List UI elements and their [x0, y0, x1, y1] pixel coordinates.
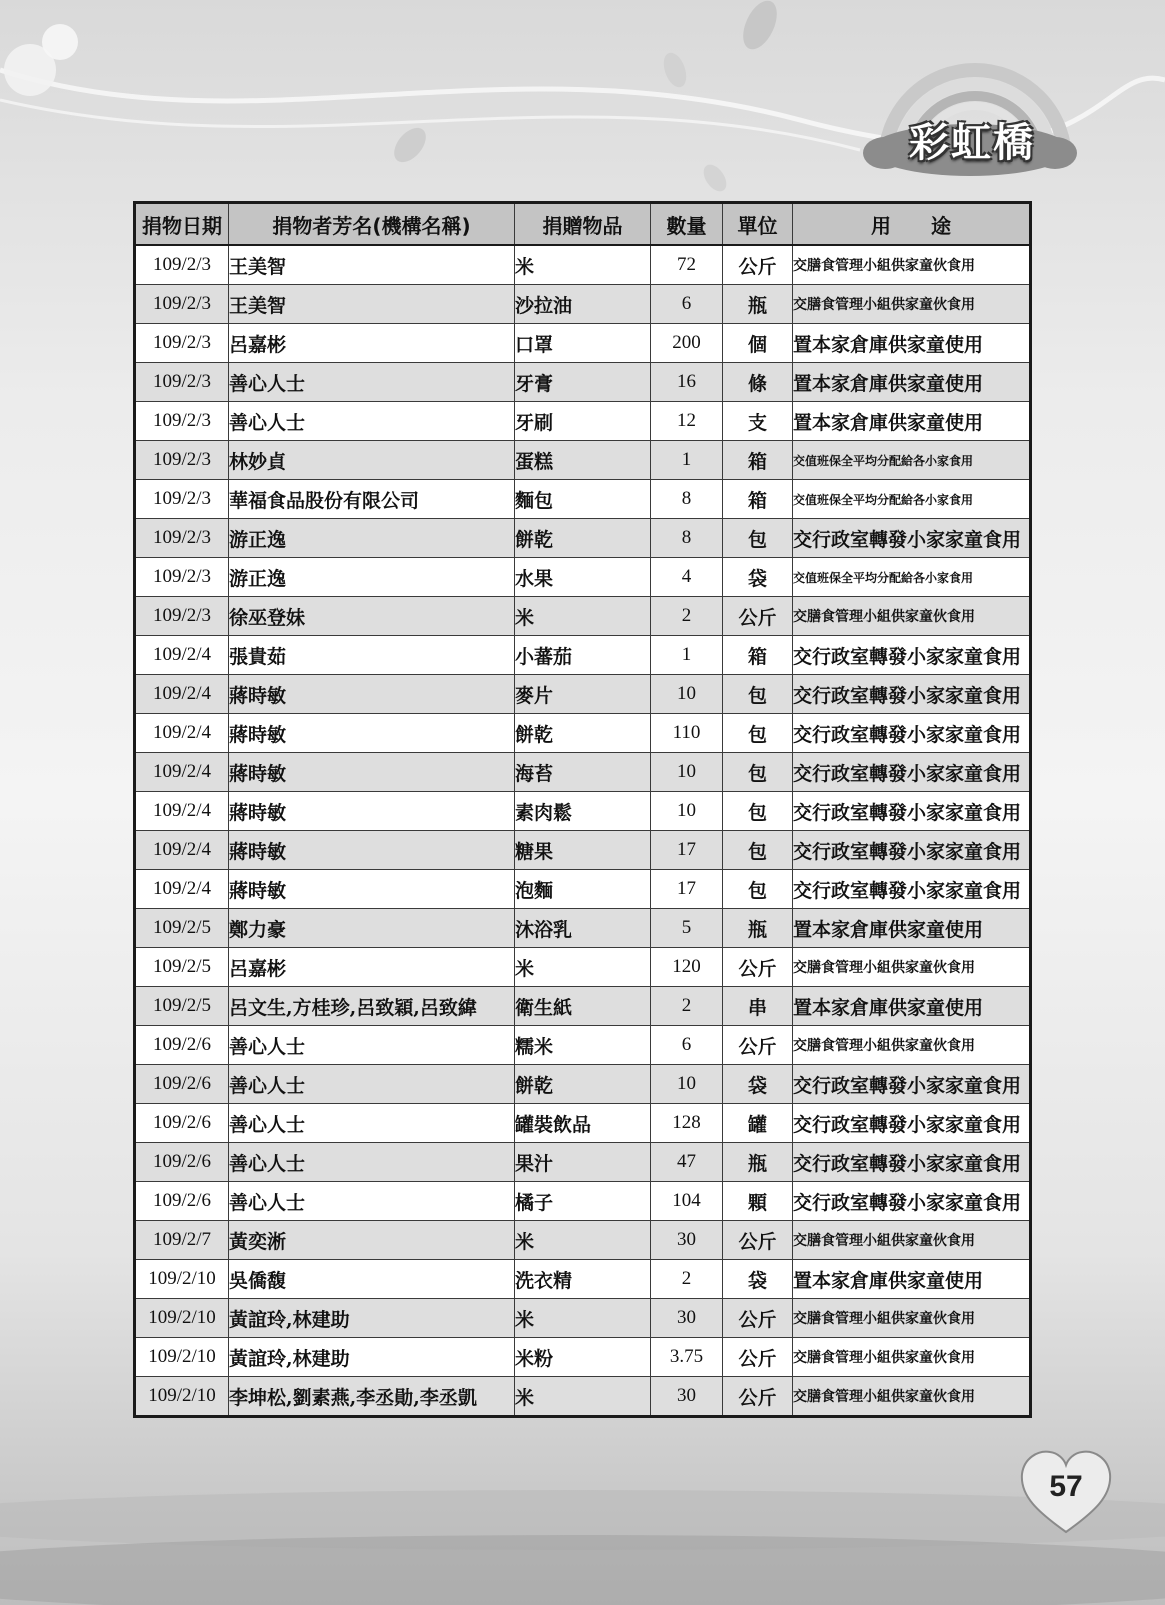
purpose-cell: 交行政室轉發小家家童食用 [793, 792, 1031, 831]
unit-cell: 箱 [723, 636, 793, 675]
donor-cell: 游正逸 [229, 519, 515, 558]
col-header-donor: 捐物者芳名(機構名稱) [229, 203, 515, 246]
donor-cell: 林妙貞 [229, 441, 515, 480]
donor-cell: 張貴茹 [229, 636, 515, 675]
purpose-cell: 交膳食管理小組供家童伙食用 [793, 597, 1031, 636]
unit-cell: 包 [723, 792, 793, 831]
table-row [135, 1299, 1031, 1338]
table-row [135, 402, 1031, 441]
purpose-cell: 交行政室轉發小家家童食用 [793, 1182, 1031, 1221]
donor-cell: 善心人士 [229, 1182, 515, 1221]
purpose-cell: 交行政室轉發小家家童食用 [793, 636, 1031, 675]
date-cell: 109/2/6 [135, 1104, 229, 1143]
item-cell: 麵包 [515, 480, 651, 519]
donor-cell: 善心人士 [229, 402, 515, 441]
donor-cell: 蔣時敏 [229, 753, 515, 792]
quantity-cell: 104 [651, 1182, 723, 1221]
unit-cell: 公斤 [723, 1338, 793, 1377]
date-cell: 109/2/4 [135, 675, 229, 714]
quantity-cell: 2 [651, 597, 723, 636]
donor-cell: 徐巫登妹 [229, 597, 515, 636]
purpose-cell: 交行政室轉發小家家童食用 [793, 519, 1031, 558]
quantity-cell: 30 [651, 1221, 723, 1260]
quantity-cell: 1 [651, 636, 723, 675]
item-cell: 糖果 [515, 831, 651, 870]
purpose-cell: 交膳食管理小組供家童伙食用 [793, 245, 1031, 285]
rainbow-bridge-logo [855, 55, 1085, 185]
page-number-badge [1018, 1448, 1114, 1536]
purpose-cell: 交膳食管理小組供家童伙食用 [793, 1221, 1031, 1260]
unit-cell: 瓶 [723, 909, 793, 948]
item-cell: 米粉 [515, 1338, 651, 1377]
item-cell: 米 [515, 948, 651, 987]
date-cell: 109/2/7 [135, 1221, 229, 1260]
purpose-cell: 交行政室轉發小家家童食用 [793, 1065, 1031, 1104]
quantity-cell: 1 [651, 441, 723, 480]
quantity-cell: 2 [651, 987, 723, 1026]
table-row [135, 1065, 1031, 1104]
purpose-cell: 交行政室轉發小家家童食用 [793, 714, 1031, 753]
quantity-cell: 200 [651, 324, 723, 363]
unit-cell: 包 [723, 714, 793, 753]
donation-table [133, 201, 1032, 1418]
unit-cell: 瓶 [723, 1143, 793, 1182]
item-cell: 麥片 [515, 675, 651, 714]
unit-cell: 公斤 [723, 1299, 793, 1338]
table-row [135, 1338, 1031, 1377]
item-cell: 米 [515, 597, 651, 636]
donor-cell: 蔣時敏 [229, 675, 515, 714]
donor-cell: 蔣時敏 [229, 792, 515, 831]
quantity-cell: 10 [651, 753, 723, 792]
purpose-cell: 置本家倉庫供家童使用 [793, 363, 1031, 402]
donor-cell: 呂嘉彬 [229, 948, 515, 987]
purpose-cell: 置本家倉庫供家童使用 [793, 402, 1031, 441]
item-cell: 果汁 [515, 1143, 651, 1182]
unit-cell: 罐 [723, 1104, 793, 1143]
table-row [135, 1182, 1031, 1221]
item-cell: 小蕃茄 [515, 636, 651, 675]
date-cell: 109/2/3 [135, 245, 229, 285]
purpose-cell: 交膳食管理小組供家童伙食用 [793, 1299, 1031, 1338]
unit-cell: 支 [723, 402, 793, 441]
date-cell: 109/2/3 [135, 597, 229, 636]
quantity-cell: 10 [651, 792, 723, 831]
purpose-cell: 交行政室轉發小家家童食用 [793, 1143, 1031, 1182]
unit-cell: 包 [723, 675, 793, 714]
purpose-cell: 交膳食管理小組供家童伙食用 [793, 948, 1031, 987]
table-row [135, 987, 1031, 1026]
purpose-cell: 交值班保全平均分配給各小家食用 [793, 558, 1031, 597]
item-cell: 餅乾 [515, 714, 651, 753]
quantity-cell: 6 [651, 285, 723, 324]
table-row [135, 1260, 1031, 1299]
date-cell: 109/2/10 [135, 1338, 229, 1377]
table-row [135, 948, 1031, 987]
table-row [135, 831, 1031, 870]
table-row [135, 245, 1031, 285]
donor-cell: 蔣時敏 [229, 870, 515, 909]
unit-cell: 包 [723, 753, 793, 792]
purpose-cell: 置本家倉庫供家童使用 [793, 324, 1031, 363]
date-cell: 109/2/3 [135, 285, 229, 324]
purpose-cell: 交行政室轉發小家家童食用 [793, 753, 1031, 792]
quantity-cell: 16 [651, 363, 723, 402]
purpose-cell: 交值班保全平均分配給各小家食用 [793, 441, 1031, 480]
purpose-cell: 置本家倉庫供家童使用 [793, 1260, 1031, 1299]
unit-cell: 包 [723, 831, 793, 870]
date-cell: 109/2/10 [135, 1260, 229, 1299]
item-cell: 海苔 [515, 753, 651, 792]
table-row [135, 519, 1031, 558]
item-cell: 洗衣精 [515, 1260, 651, 1299]
unit-cell: 顆 [723, 1182, 793, 1221]
donor-cell: 黃誼玲,林建助 [229, 1338, 515, 1377]
item-cell: 水果 [515, 558, 651, 597]
date-cell: 109/2/4 [135, 753, 229, 792]
unit-cell: 公斤 [723, 948, 793, 987]
unit-cell: 公斤 [723, 1377, 793, 1417]
date-cell: 109/2/6 [135, 1182, 229, 1221]
table-row [135, 675, 1031, 714]
date-cell: 109/2/3 [135, 324, 229, 363]
item-cell: 米 [515, 1299, 651, 1338]
item-cell: 沙拉油 [515, 285, 651, 324]
quantity-cell: 10 [651, 675, 723, 714]
quantity-cell: 5 [651, 909, 723, 948]
donor-cell: 華福食品股份有限公司 [229, 480, 515, 519]
purpose-cell: 置本家倉庫供家童使用 [793, 987, 1031, 1026]
quantity-cell: 8 [651, 480, 723, 519]
purpose-cell: 交值班保全平均分配給各小家食用 [793, 480, 1031, 519]
date-cell: 109/2/5 [135, 948, 229, 987]
item-cell: 泡麵 [515, 870, 651, 909]
table-row [135, 1143, 1031, 1182]
donor-cell: 王美智 [229, 245, 515, 285]
unit-cell: 公斤 [723, 1026, 793, 1065]
purpose-cell: 交膳食管理小組供家童伙食用 [793, 285, 1031, 324]
donor-cell: 蔣時敏 [229, 831, 515, 870]
item-cell: 牙刷 [515, 402, 651, 441]
item-cell: 牙膏 [515, 363, 651, 402]
table-row [135, 753, 1031, 792]
table-row [135, 441, 1031, 480]
date-cell: 109/2/4 [135, 714, 229, 753]
col-header-date: 捐物日期 [135, 203, 229, 246]
unit-cell: 包 [723, 870, 793, 909]
unit-cell: 個 [723, 324, 793, 363]
unit-cell: 包 [723, 519, 793, 558]
item-cell: 素肉鬆 [515, 792, 651, 831]
quantity-cell: 10 [651, 1065, 723, 1104]
col-header-item: 捐贈物品 [515, 203, 651, 246]
donor-cell: 善心人士 [229, 1026, 515, 1065]
item-cell: 米 [515, 1377, 651, 1417]
date-cell: 109/2/10 [135, 1299, 229, 1338]
quantity-cell: 30 [651, 1299, 723, 1338]
date-cell: 109/2/5 [135, 909, 229, 948]
item-cell: 蛋糕 [515, 441, 651, 480]
date-cell: 109/2/6 [135, 1143, 229, 1182]
quantity-cell: 6 [651, 1026, 723, 1065]
item-cell: 橘子 [515, 1182, 651, 1221]
donor-cell: 呂文生,方桂珍,呂致穎,呂致緯 [229, 987, 515, 1026]
table-row [135, 285, 1031, 324]
date-cell: 109/2/10 [135, 1377, 229, 1417]
table-row [135, 870, 1031, 909]
purpose-cell: 交膳食管理小組供家童伙食用 [793, 1377, 1031, 1417]
item-cell: 米 [515, 245, 651, 285]
col-header-purpose: 用 途 [793, 203, 1031, 246]
unit-cell: 瓶 [723, 285, 793, 324]
date-cell: 109/2/3 [135, 519, 229, 558]
unit-cell: 公斤 [723, 1221, 793, 1260]
date-cell: 109/2/3 [135, 402, 229, 441]
date-cell: 109/2/3 [135, 441, 229, 480]
unit-cell: 袋 [723, 558, 793, 597]
table-row [135, 792, 1031, 831]
logo-text: 彩虹橋 [909, 120, 1035, 166]
donor-cell: 善心人士 [229, 1104, 515, 1143]
date-cell: 109/2/6 [135, 1065, 229, 1104]
item-cell: 沐浴乳 [515, 909, 651, 948]
date-cell: 109/2/4 [135, 831, 229, 870]
purpose-cell: 交行政室轉發小家家童食用 [793, 831, 1031, 870]
item-cell: 衛生紙 [515, 987, 651, 1026]
unit-cell: 公斤 [723, 245, 793, 285]
date-cell: 109/2/6 [135, 1026, 229, 1065]
quantity-cell: 17 [651, 870, 723, 909]
item-cell: 糯米 [515, 1026, 651, 1065]
quantity-cell: 17 [651, 831, 723, 870]
item-cell: 口罩 [515, 324, 651, 363]
unit-cell: 袋 [723, 1065, 793, 1104]
unit-cell: 公斤 [723, 597, 793, 636]
unit-cell: 串 [723, 987, 793, 1026]
purpose-cell: 交行政室轉發小家家童食用 [793, 1104, 1031, 1143]
table-row [135, 324, 1031, 363]
date-cell: 109/2/3 [135, 363, 229, 402]
purpose-cell: 交膳食管理小組供家童伙食用 [793, 1338, 1031, 1377]
table-row [135, 558, 1031, 597]
donor-cell: 李坤松,劉素燕,李丞勛,李丞凱 [229, 1377, 515, 1417]
col-header-quantity: 數量 [651, 203, 723, 246]
quantity-cell: 120 [651, 948, 723, 987]
donor-cell: 蔣時敏 [229, 714, 515, 753]
quantity-cell: 110 [651, 714, 723, 753]
table-row [135, 1104, 1031, 1143]
donor-cell: 善心人士 [229, 363, 515, 402]
date-cell: 109/2/5 [135, 987, 229, 1026]
table-row [135, 636, 1031, 675]
donor-cell: 善心人士 [229, 1143, 515, 1182]
item-cell: 餅乾 [515, 1065, 651, 1104]
purpose-cell: 交行政室轉發小家家童食用 [793, 675, 1031, 714]
date-cell: 109/2/4 [135, 636, 229, 675]
quantity-cell: 8 [651, 519, 723, 558]
col-header-unit: 單位 [723, 203, 793, 246]
table-row [135, 909, 1031, 948]
unit-cell: 箱 [723, 441, 793, 480]
quantity-cell: 30 [651, 1377, 723, 1417]
page-number: 57 [1049, 1470, 1083, 1503]
unit-cell: 條 [723, 363, 793, 402]
table-row [135, 1377, 1031, 1417]
date-cell: 109/2/3 [135, 480, 229, 519]
donor-cell: 游正逸 [229, 558, 515, 597]
donor-cell: 吳僑馥 [229, 1260, 515, 1299]
table-row [135, 597, 1031, 636]
purpose-cell: 交行政室轉發小家家童食用 [793, 870, 1031, 909]
quantity-cell: 72 [651, 245, 723, 285]
purpose-cell: 交膳食管理小組供家童伙食用 [793, 1026, 1031, 1065]
purpose-cell: 置本家倉庫供家童使用 [793, 909, 1031, 948]
donor-cell: 呂嘉彬 [229, 324, 515, 363]
date-cell: 109/2/4 [135, 870, 229, 909]
item-cell: 米 [515, 1221, 651, 1260]
date-cell: 109/2/3 [135, 558, 229, 597]
table-row [135, 714, 1031, 753]
donor-cell: 黃誼玲,林建助 [229, 1299, 515, 1338]
table-row [135, 363, 1031, 402]
unit-cell: 袋 [723, 1260, 793, 1299]
donor-cell: 鄭力豪 [229, 909, 515, 948]
quantity-cell: 47 [651, 1143, 723, 1182]
table-header-row [135, 203, 1031, 246]
table-body [135, 245, 1031, 1417]
donor-cell: 善心人士 [229, 1065, 515, 1104]
quantity-cell: 2 [651, 1260, 723, 1299]
item-cell: 罐裝飲品 [515, 1104, 651, 1143]
date-cell: 109/2/4 [135, 792, 229, 831]
donor-cell: 王美智 [229, 285, 515, 324]
item-cell: 餅乾 [515, 519, 651, 558]
quantity-cell: 12 [651, 402, 723, 441]
quantity-cell: 4 [651, 558, 723, 597]
table-row [135, 1221, 1031, 1260]
quantity-cell: 128 [651, 1104, 723, 1143]
table-row [135, 1026, 1031, 1065]
unit-cell: 箱 [723, 480, 793, 519]
table-row [135, 480, 1031, 519]
quantity-cell: 3.75 [651, 1338, 723, 1377]
donor-cell: 黃奕淅 [229, 1221, 515, 1260]
